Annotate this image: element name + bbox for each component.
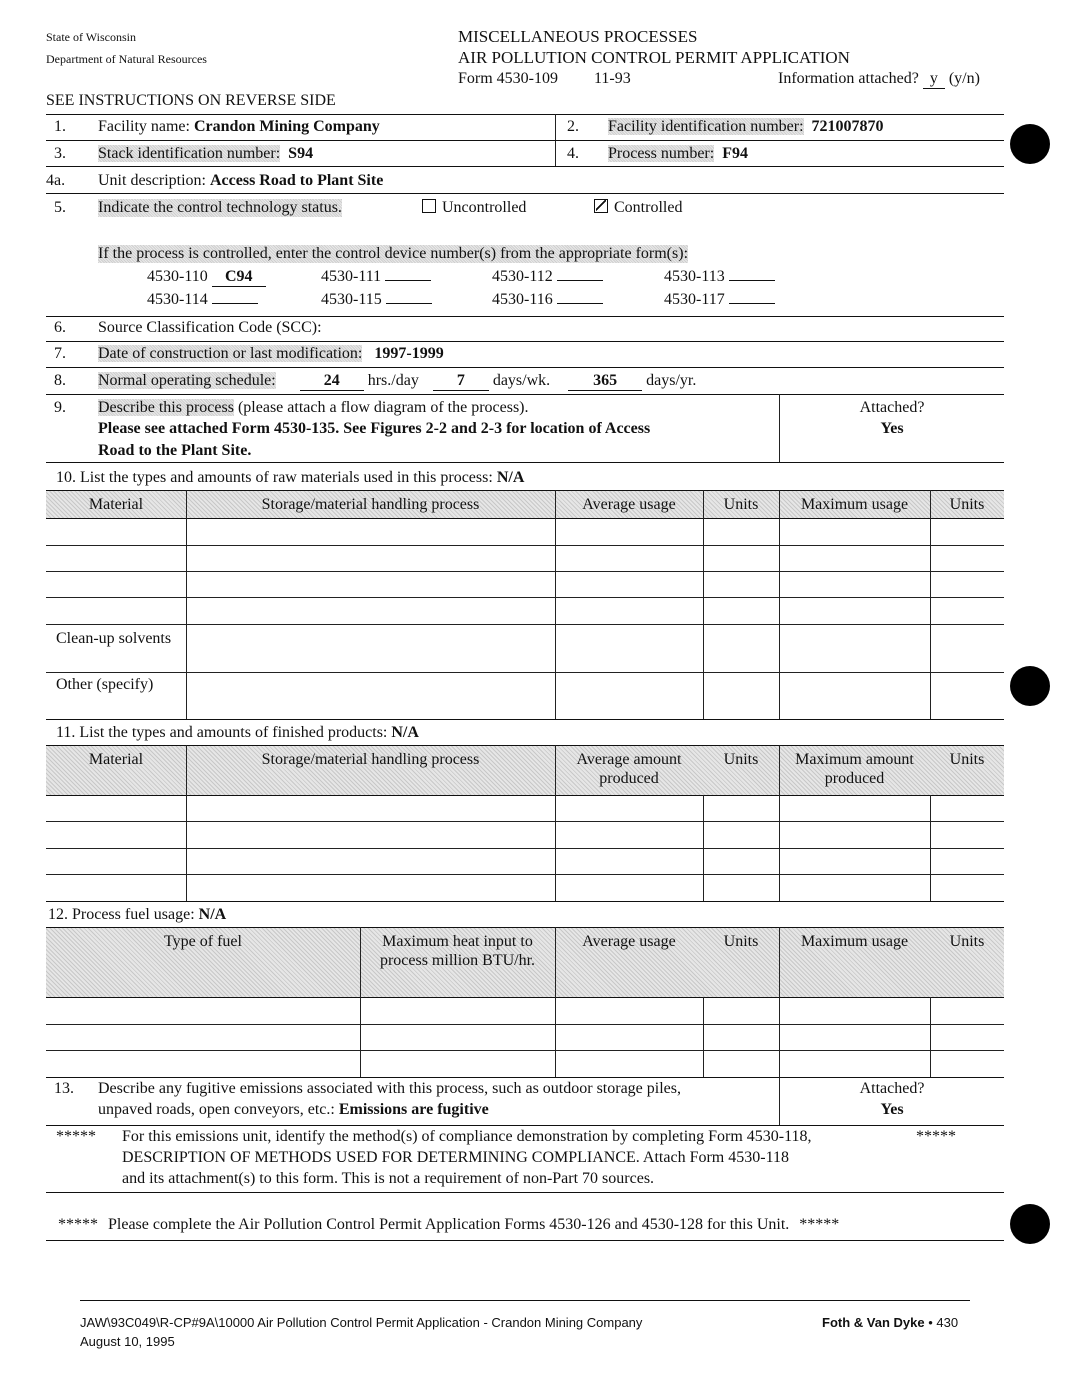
field-1-number: 1. xyxy=(54,118,66,135)
fuel-col-units-1: Units xyxy=(723,933,759,950)
fuel-usage-heading xyxy=(48,906,226,924)
fin-col-material: Material xyxy=(88,751,144,768)
device-value xyxy=(557,280,603,281)
process-description-line2: Road to the Plant Site. xyxy=(98,442,252,459)
footer-bullet: • xyxy=(928,1315,933,1330)
days-per-week-unit: days/wk. xyxy=(492,372,551,389)
raw-materials-value: N/A xyxy=(496,469,525,486)
fugitive-emissions-line1: Describe any fugitive emissions associated with this process, such as outdoor storage piles, xyxy=(98,1080,681,1097)
field-6-number: 6. xyxy=(54,319,66,336)
fugitive-attached-value: Yes xyxy=(880,1101,904,1118)
construction-date-field[interactable] xyxy=(98,345,444,363)
clean-up-solvents-label: Clean-up solvents xyxy=(56,630,172,647)
device-form-label: 4530-111 xyxy=(321,268,382,285)
field-3-number: 3. xyxy=(54,145,66,162)
fuel-usage-value: N/A xyxy=(198,906,227,923)
fuel-col-type: Type of fuel xyxy=(164,933,242,950)
fin-col-units-2: Units xyxy=(949,751,985,768)
raw-materials-heading xyxy=(56,469,524,487)
device-form-label: 4530-115 xyxy=(321,291,382,308)
days-per-year-unit: days/yr. xyxy=(646,372,697,389)
raw-col-units-1: Units xyxy=(723,496,759,513)
device-form-label: 4530-117 xyxy=(664,291,725,308)
stack-id-value: S94 xyxy=(288,145,314,162)
note1-stars-left: ***** xyxy=(56,1128,96,1145)
field-5-number: 5. xyxy=(54,199,66,216)
field-4a-number: 4a. xyxy=(46,172,66,189)
hours-per-day-unit: hrs./day xyxy=(367,372,419,389)
process-attached-label: Attached? xyxy=(859,399,925,416)
construction-date-label: Date of construction or last modification: xyxy=(98,345,363,362)
note2 xyxy=(58,1216,839,1234)
note1-line2: DESCRIPTION OF METHODS USED FOR DETERMINING COMPLIANCE. Attach Form 4530-118 xyxy=(122,1149,789,1166)
facility-name-field[interactable] xyxy=(98,118,380,136)
device-form-label: 4530-113 xyxy=(664,268,725,285)
field-4-number: 4. xyxy=(567,145,579,162)
process-description-label-shaded: Describe this process xyxy=(98,399,234,416)
footer-file-path: JAW\93C049\R-CP#9A\10000 Air Pollution Control Permit Application - Crandon Mining Company xyxy=(80,1315,643,1330)
device-value xyxy=(385,280,431,281)
note2-text: Please complete the Air Pollution Control Permit Application Forms 4530-126 and 4530-128 for this Unit. xyxy=(108,1216,790,1233)
form-date: 11-93 xyxy=(594,70,631,87)
device-4530-110[interactable] xyxy=(147,268,266,287)
fin-col-avg-produced: Average amount produced xyxy=(576,751,682,787)
control-status-label: Indicate the control technology status. xyxy=(98,199,342,216)
info-attached-value[interactable]: y xyxy=(923,70,945,89)
device-form-label: 4530-112 xyxy=(492,268,553,285)
note1-stars-right: ***** xyxy=(916,1128,956,1145)
fin-col-max-produced: Maximum amount produced xyxy=(795,751,914,787)
days-per-year-value[interactable]: 365 xyxy=(568,372,642,391)
fugitive-emissions-label: unpaved roads, open conveyors, etc.: xyxy=(98,1101,335,1118)
controlled-checkbox[interactable] xyxy=(594,199,608,213)
raw-col-storage: Storage/material handling process xyxy=(261,496,480,513)
instructions-note: SEE INSTRUCTIONS ON REVERSE SIDE xyxy=(46,92,336,109)
device-4530-114[interactable] xyxy=(147,291,258,309)
footer-company: Foth & Van Dyke xyxy=(822,1315,925,1330)
device-value xyxy=(729,280,775,281)
field-8-number: 8. xyxy=(54,372,66,389)
finished-products-label: 11. List the types and amounts of finished products: xyxy=(56,724,388,741)
device-form-label: 4530-110 xyxy=(147,268,208,285)
form-title-1: MISCELLANEOUS PROCESSES xyxy=(458,27,698,46)
process-number-field[interactable] xyxy=(608,145,748,163)
construction-date-value: 1997-1999 xyxy=(374,345,444,362)
stack-id-label: Stack identification number: xyxy=(98,145,281,162)
control-device-instruction: If the process is controlled, enter the control device number(s) from the appropriate form(s): xyxy=(98,245,689,262)
device-4530-113[interactable] xyxy=(664,268,775,286)
device-4530-116[interactable] xyxy=(492,291,603,309)
controlled-option[interactable] xyxy=(594,199,682,217)
punch-hole-bottom xyxy=(1010,1204,1050,1244)
operating-schedule-label: Normal operating schedule: xyxy=(98,372,276,389)
device-value xyxy=(729,303,775,304)
process-description-line1: Please see attached Form 4530-135. See Figures 2-2 and 2-3 for location of Access xyxy=(98,420,651,437)
raw-col-max-usage: Maximum usage xyxy=(800,496,909,513)
fuel-col-max-heat: Maximum heat input to process million BTU/hr. xyxy=(379,933,536,969)
info-attached xyxy=(778,70,980,89)
info-attached-suffix: (y/n) xyxy=(948,70,980,87)
facility-name-label: Facility name: xyxy=(98,118,190,135)
unit-description-field[interactable] xyxy=(98,172,383,190)
days-per-week-value[interactable]: 7 xyxy=(433,372,489,391)
uncontrolled-option[interactable] xyxy=(422,199,526,217)
info-attached-label: Information attached? xyxy=(778,70,919,87)
device-form-label: 4530-114 xyxy=(147,291,208,308)
fuel-col-avg-usage: Average usage xyxy=(582,933,676,950)
device-4530-111[interactable] xyxy=(321,268,431,286)
field-9-number: 9. xyxy=(54,399,66,416)
fuel-col-units-2: Units xyxy=(949,933,985,950)
device-4530-112[interactable] xyxy=(492,268,603,286)
process-attached-value: Yes xyxy=(880,420,904,437)
footer-date: August 10, 1995 xyxy=(80,1334,175,1349)
process-description-label-rest: (please attach a flow diagram of the process). xyxy=(237,399,529,416)
uncontrolled-checkbox[interactable] xyxy=(422,199,436,213)
fugitive-emissions-value: Emissions are fugitive xyxy=(338,1101,489,1118)
field-2-number: 2. xyxy=(567,118,579,135)
device-value xyxy=(557,303,603,304)
other-specify-label: Other (specify) xyxy=(56,676,154,693)
operating-schedule-field[interactable] xyxy=(98,372,696,391)
hours-per-day-value[interactable]: 24 xyxy=(300,372,364,391)
agency-line2: Department of Natural Resources xyxy=(46,52,207,66)
fugitive-emissions-line2 xyxy=(98,1101,489,1119)
fin-col-units-1: Units xyxy=(723,751,759,768)
unit-description-label: Unit description: xyxy=(98,172,206,189)
stack-id-field[interactable] xyxy=(98,145,313,163)
raw-col-avg-usage: Average usage xyxy=(582,496,676,513)
finished-products-value: N/A xyxy=(391,724,419,741)
facility-id-label: Facility identification number: xyxy=(608,118,804,135)
device-value xyxy=(212,303,258,304)
agency-line1: State of Wisconsin xyxy=(46,30,136,44)
raw-col-units-2: Units xyxy=(949,496,985,513)
scc-label: Source Classification Code (SCC): xyxy=(98,319,322,336)
punch-hole-middle xyxy=(1010,666,1050,706)
process-number-value: F94 xyxy=(722,145,748,162)
raw-col-material: Material xyxy=(88,496,144,513)
device-4530-117[interactable] xyxy=(664,291,775,309)
facility-name-value: Crandon Mining Company xyxy=(193,118,380,135)
device-value xyxy=(386,303,432,304)
fugitive-attached-label: Attached? xyxy=(859,1080,925,1097)
form-title-2: AIR POLLUTION CONTROL PERMIT APPLICATION xyxy=(458,48,850,67)
fin-col-storage: Storage/material handling process xyxy=(261,751,480,768)
uncontrolled-label: Uncontrolled xyxy=(442,199,527,216)
footer-page-number: 430 xyxy=(936,1315,959,1330)
punch-hole-top xyxy=(1010,124,1050,164)
note1-line1: For this emissions unit, identify the method(s) of compliance demonstration by completing Form 4530-118, xyxy=(122,1128,812,1145)
process-description-label xyxy=(98,399,529,417)
field-13-number: 13. xyxy=(54,1080,74,1097)
note2-stars-right: ***** xyxy=(799,1216,840,1233)
footer-company-page xyxy=(822,1315,958,1330)
note1-line3: and its attachment(s) to this form. This is not a requirement of non-Part 70 sources. xyxy=(122,1170,655,1187)
device-4530-115[interactable] xyxy=(321,291,432,309)
fuel-col-max-usage: Maximum usage xyxy=(800,933,909,950)
finished-products-heading xyxy=(56,724,419,742)
raw-materials-label: 10. List the types and amounts of raw materials used in this process: xyxy=(56,469,493,486)
process-number-label: Process number: xyxy=(608,145,715,162)
field-7-number: 7. xyxy=(54,345,66,362)
form-number: Form 4530-109 xyxy=(458,70,558,87)
facility-id-value: 721007870 xyxy=(811,118,884,135)
note2-stars-left: ***** xyxy=(58,1216,98,1233)
controlled-label: Controlled xyxy=(614,199,683,216)
fuel-usage-label: 12. Process fuel usage: xyxy=(48,906,195,923)
device-form-label: 4530-116 xyxy=(492,291,553,308)
facility-id-field[interactable] xyxy=(608,118,884,136)
device-value: C94 xyxy=(212,268,266,287)
unit-description-value: Access Road to Plant Site xyxy=(209,172,384,189)
